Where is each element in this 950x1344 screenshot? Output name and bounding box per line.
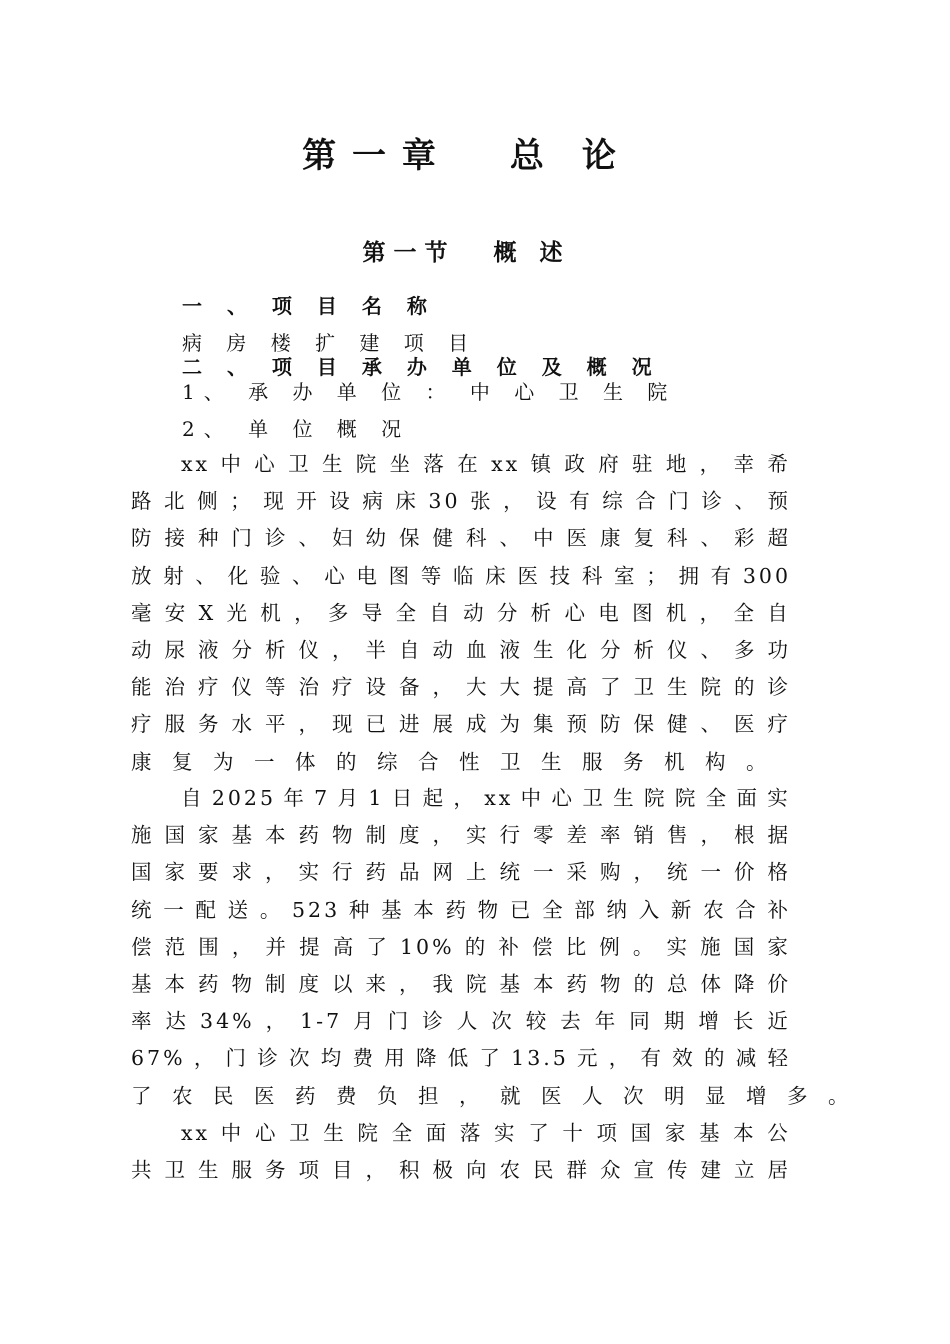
paragraph-line: 疗 服 务 水 平 ， 现 已 进 展 成 为 集 预 防 保 健 、 医 疗 [131,712,791,737]
paragraph-line: 康 复 为 一 体 的 综 合 性 卫 生 服 务 机 构 。 [131,749,770,774]
paragraph-line: 统 一 配 送 。 523 种 基 本 药 物 已 全 部 纳 入 新 农 合 补 [131,897,791,922]
paragraph-line: 了 农 民 医 药 费 负 担 ， 就 医 人 次 明 显 增 多 。 [131,1083,852,1108]
paragraph-line: 放 射 、 化 验 、 心 电 图 等 临 床 医 技 科 室 ； 拥 有 300 [131,563,791,588]
paragraph-public-health [131,1115,791,1189]
paragraph-line: 自 2025 年 7 月 1 日 起 ， xx 中 心 卫 生 院 院 全 面 实 [181,786,791,810]
heading-project-name: 一 、 项 目 名 称 [182,294,436,318]
paragraph-line: xx 中 心 卫 生 院 全 面 落 实 了 十 项 国 家 基 本 公 [181,1121,791,1145]
paragraph-line: 施 国 家 基 本 药 物 制 度 ， 实 行 零 差 率 销 售 ， 根 据 [131,823,791,848]
paragraph-line: 共 卫 生 服 务 项 目 ， 积 极 向 农 民 群 众 宣 传 建 立 居 [131,1158,791,1183]
paragraph-line: 能 治 疗 仪 等 治 疗 设 备 ， 大 大 提 高 了 卫 生 院 的 诊 [131,675,791,700]
paragraph-essential-drugs [131,780,852,1115]
undertaking-unit-line: 1、 承 办 单 位 ： 中 心 卫 生 院 [182,380,677,404]
paragraph-line: 偿 范 围 ， 并 提 高 了 10% 的 补 偿 比 例 。 实 施 国 家 [131,934,791,959]
unit-overview-label: 2、 单 位 概 况 [182,417,411,441]
chapter-title: 第 一 章 总 论 [302,136,618,176]
paragraph-line: xx 中 心 卫 生 院 坐 落 在 xx 镇 政 府 驻 地 ， 幸 希 [181,452,791,476]
paragraph-line: 毫 安 X 光 机 ， 多 导 全 自 动 分 析 心 电 图 机 ， 全 自 [131,600,791,625]
paragraph-line: 防 接 种 门 诊 、 妇 幼 保 健 科 、 中 医 康 复 科 、 彩 超 [131,526,791,551]
paragraph-line: 国 家 要 求 ， 实 行 药 品 网 上 统 一 采 购 ， 统 一 价 格 [131,860,791,885]
paragraph-unit-overview [131,446,791,781]
section-title: 第 一 节 概 述 [362,239,563,266]
paragraph-line: 基 本 药 物 制 度 以 来 ， 我 院 基 本 药 物 的 总 体 降 价 [131,971,791,996]
paragraph-line: 动 尿 液 分 析 仪 ， 半 自 动 血 液 生 化 分 析 仪 、 多 功 [131,637,791,662]
paragraph-line: 路 北 侧 ； 现 开 设 病 床 30 张 ， 设 有 综 合 门 诊 、 预 [131,489,791,514]
heading-undertaking-unit: 二 、 项 目 承 办 单 位 及 概 况 [182,355,661,379]
paragraph-line: 率 达 34% ， 1-7 月 门 诊 人 次 较 去 年 同 期 增 长 近 [131,1009,791,1034]
project-name-text: 病 房 楼 扩 建 项 目 [182,331,478,355]
paragraph-line: 67% ， 门 诊 次 均 费 用 降 低 了 13.5 元 ， 有 效 的 减 轻 [131,1046,791,1071]
